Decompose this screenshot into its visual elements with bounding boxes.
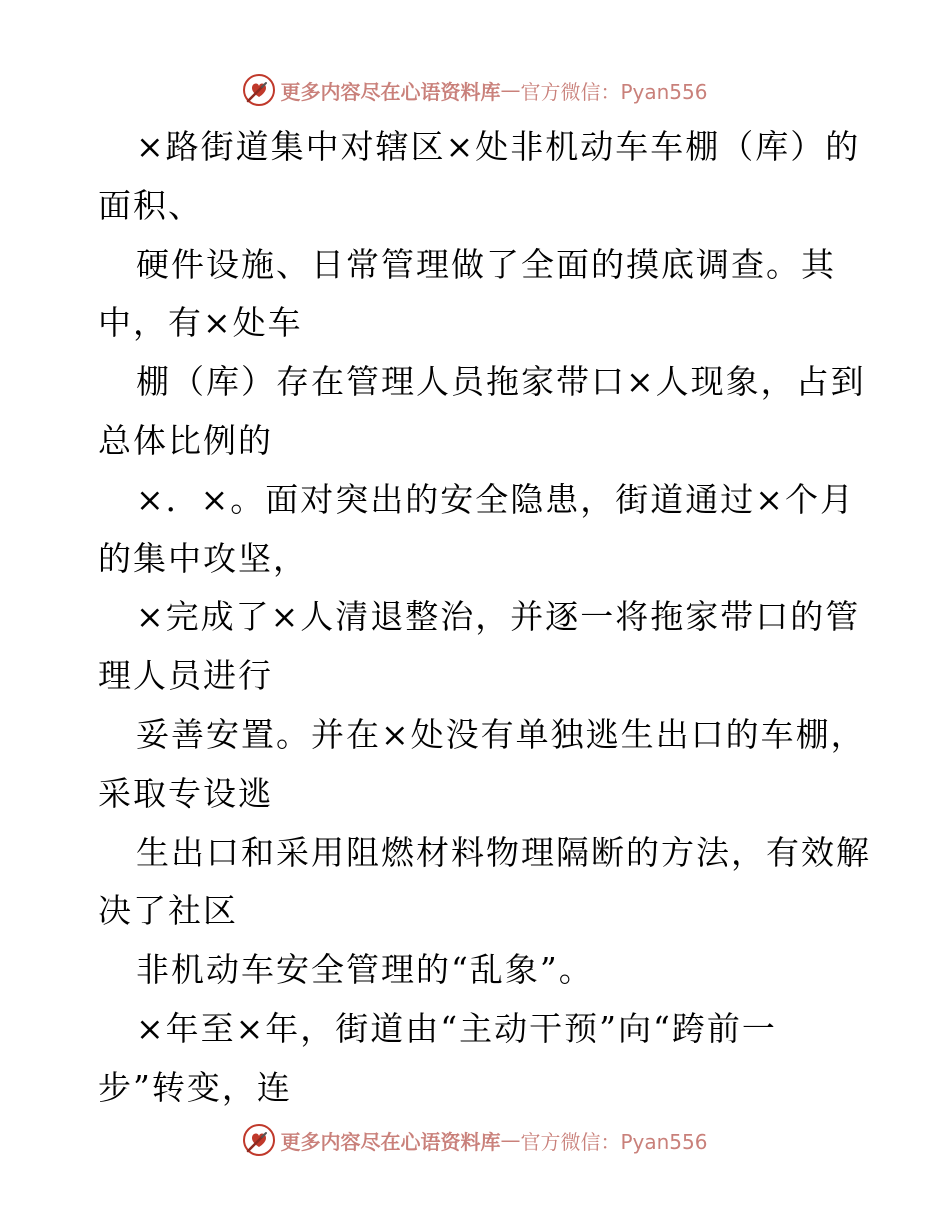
text-line: 生出口和采用阻燃材料物理隔断的方法，有效解 xyxy=(136,832,871,872)
text-line: 步”转变，连 xyxy=(98,1067,292,1107)
banner-wechat-text: 官方微信：Pyan556 xyxy=(520,1129,708,1154)
banner-separator: — xyxy=(500,1128,521,1152)
text-line: ×路街道集中对辖区×处非机动车车棚（库）的 xyxy=(136,127,861,166)
banner-separator: — xyxy=(500,78,521,102)
footer-banner xyxy=(0,1120,950,1160)
text-line: 硬件设施、日常管理做了全面的摸底调查。其 xyxy=(136,244,836,284)
text-line: 中，有×处车 xyxy=(98,303,303,343)
text-line: 面积、 xyxy=(98,185,203,225)
heart-pen-logo-icon xyxy=(242,1123,276,1157)
text-line: ×年至×年，街道由“主动干预”向“跨前一 xyxy=(136,1008,777,1048)
document-body xyxy=(98,118,871,1118)
text-line: 采取专设逃 xyxy=(98,773,273,813)
banner-site-text: 更多内容尽在心语资料库 xyxy=(280,79,501,104)
banner-wechat-text: 官方微信：Pyan556 xyxy=(520,79,708,104)
header-banner xyxy=(0,70,950,110)
text-line: 理人员进行 xyxy=(98,656,273,696)
text-line: 妥善安置。并在×处没有单独逃生出口的车棚， xyxy=(136,714,866,754)
text-line: ×．×。面对突出的安全隐患，街道通过×个月 xyxy=(136,479,855,519)
text-line: 棚（库）存在管理人员拖家带口×人现象，占到 xyxy=(136,362,866,402)
text-line: 总体比例的 xyxy=(98,420,273,460)
heart-pen-logo-icon xyxy=(242,73,276,107)
text-line: 非机动车安全管理的“乱象”。 xyxy=(136,950,594,990)
text-line: ×完成了×人清退整治，并逐一将拖家带口的管 xyxy=(136,597,861,637)
banner-site-text: 更多内容尽在心语资料库 xyxy=(280,1129,501,1154)
text-line: 的集中攻坚， xyxy=(98,538,308,578)
text-line: 决了社区 xyxy=(98,891,238,931)
